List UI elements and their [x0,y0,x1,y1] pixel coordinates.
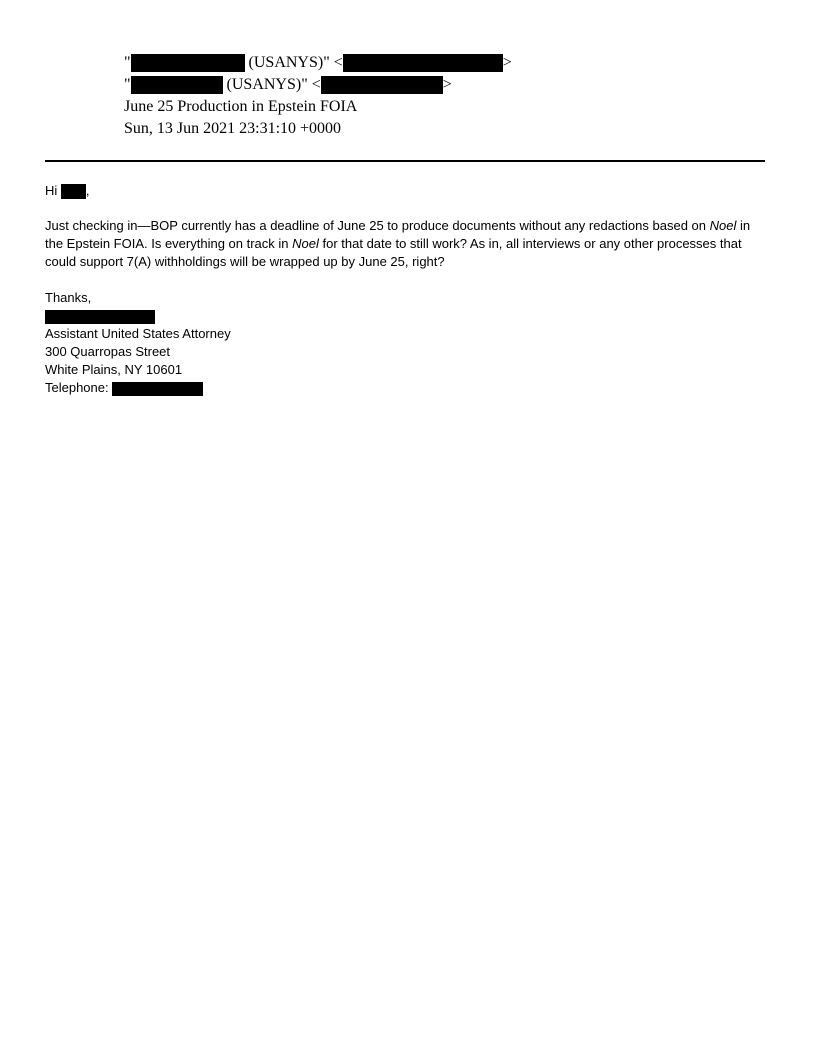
redaction-block [343,54,503,72]
redaction-block [45,310,155,324]
redaction-block [61,184,86,199]
redaction-block [131,76,223,94]
subject-value: June 25 Production in Epstein FOIA [124,98,358,115]
redaction-block [321,76,443,94]
header-divider [45,160,765,162]
signature-street: 300 Quarropas Street [45,344,171,359]
date-value: Sun, 13 Jun 2021 23:31:10 +0000 [124,120,342,137]
signature-title: Assistant United States Attorney [45,326,231,341]
to-value: " (USANYS)" < > [124,76,452,93]
from-value: " (USANYS)" < > [124,54,512,71]
redaction-block [112,382,203,396]
signature-block [45,289,231,397]
closing: Thanks, [45,290,92,305]
signature-name-redacted [45,307,231,325]
message-paragraph: Just checking in—BOP currently has a deadline of June 25 to produce documents without any redactions based on Noel in the Epstein FOIA. Is everything on track in Noel for that date to still work? As in, all interviews or any other processes that could support 7(A) withholdings will be wrapped up by June 25, right? [45,218,751,269]
greeting: Hi , [45,183,90,198]
signature-phone: Telephone: [45,379,231,397]
signature-city: White Plains, NY 10601 [45,362,183,377]
redaction-block [131,54,245,72]
